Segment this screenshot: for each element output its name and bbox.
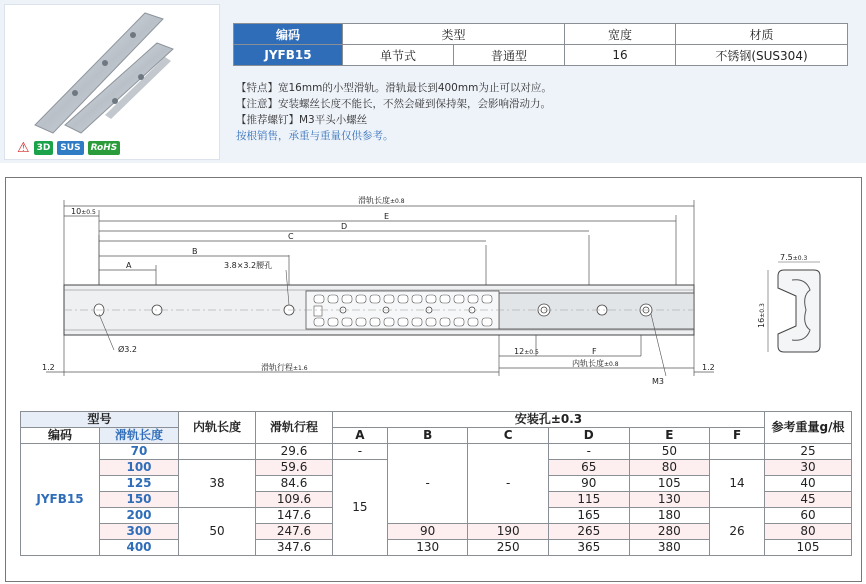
th-E: E	[629, 428, 710, 444]
th-stroke: 滑轨行程	[256, 412, 333, 444]
product-header	[0, 0, 866, 163]
spec-material: 不锈钢(SUS304)	[676, 45, 848, 66]
note-screw: 【推荐螺钉】M3平头小螺丝	[236, 114, 368, 126]
th-holes: 安装孔±0.3	[333, 412, 765, 428]
cell-C: 250	[468, 540, 549, 556]
label-stroke: 滑轨行程±1.6	[261, 363, 308, 372]
rail-side-view	[768, 262, 820, 352]
cell-E: 80	[629, 460, 710, 476]
label-12: 12±0.5	[514, 347, 539, 356]
cell-E: 380	[629, 540, 710, 556]
spec-table	[233, 23, 848, 66]
badge-rohs: RoHS	[88, 141, 121, 155]
cell-stroke: 247.6	[256, 524, 333, 540]
rail-drawing	[6, 178, 861, 408]
cell-F-short: 14	[710, 460, 765, 508]
label-C: C	[288, 232, 294, 241]
badge-sus: SUS	[57, 141, 83, 155]
cell-F-empty	[710, 444, 765, 460]
cell-E: 50	[629, 444, 710, 460]
spec-header-material: 材质	[676, 24, 848, 45]
cell-weight: 45	[765, 492, 852, 508]
label-side-width: 7.5±0.3	[780, 253, 808, 262]
cell-length: 70	[100, 444, 179, 460]
cell-length: 400	[100, 540, 179, 556]
th-model: 型号	[21, 412, 179, 428]
cell-D: 365	[548, 540, 629, 556]
cell-A-15: 15	[333, 460, 388, 556]
label-E: E	[384, 212, 390, 221]
dimension-table	[20, 411, 852, 556]
th-B: B	[387, 428, 468, 444]
cell-length: 100	[100, 460, 179, 476]
label-m3: M3	[652, 377, 664, 386]
th-A: A	[333, 428, 388, 444]
table-row	[21, 444, 852, 460]
cell-inner-short: 38	[179, 460, 256, 508]
cell-length: 300	[100, 524, 179, 540]
note-caution: 【注意】安装螺丝长度不能长，不然会碰到保持架，会影响滑动力。	[236, 98, 551, 110]
spec-type-1: 单节式	[343, 45, 454, 66]
cell-E: 130	[629, 492, 710, 508]
label-rail-length: 滑轨长度±0.8	[358, 196, 405, 205]
label-1-2-left: 1.2	[42, 363, 55, 372]
warning-icon: ⚠	[17, 140, 30, 156]
slide-rail-photo	[5, 5, 219, 159]
th-C: C	[468, 428, 549, 444]
technical-drawing-panel	[5, 177, 862, 582]
spec-header-width: 宽度	[565, 24, 676, 45]
cell-A: -	[333, 444, 388, 460]
cell-E: 280	[629, 524, 710, 540]
spec-code: JYFB15	[234, 45, 343, 66]
th-F: F	[710, 428, 765, 444]
cell-weight: 80	[765, 524, 852, 540]
cell-C: 190	[468, 524, 549, 540]
th-inner-length: 内轨长度	[179, 412, 256, 444]
label-B: B	[192, 247, 198, 256]
cell-D: 265	[548, 524, 629, 540]
cell-length: 200	[100, 508, 179, 524]
label-side-height: 16±0.3	[757, 303, 766, 328]
th-weight: 参考重量g/根	[765, 412, 852, 444]
label-F: F	[592, 347, 597, 356]
note-sales: 按根销售，承重与重量仅供参考。	[236, 130, 394, 142]
cell-stroke: 29.6	[256, 444, 333, 460]
badge-3d: 3D	[34, 141, 54, 155]
label-10: 10±0.5	[71, 207, 96, 216]
cell-length: 125	[100, 476, 179, 492]
cell-F-long: 26	[710, 508, 765, 556]
cell-stroke: 84.6	[256, 476, 333, 492]
th-length: 滑轨长度	[100, 428, 179, 444]
cell-E: 180	[629, 508, 710, 524]
cell-D: 165	[548, 508, 629, 524]
cell-C-dash: -	[468, 444, 549, 524]
cell-code: JYFB15	[21, 444, 100, 556]
cell-weight: 25	[765, 444, 852, 460]
cell-D: 90	[548, 476, 629, 492]
cell-weight: 30	[765, 460, 852, 476]
cell-length: 150	[100, 492, 179, 508]
note-feature: 【特点】宽16mm的小型滑轨。滑轨最长到400mm为止可以对应。	[236, 82, 552, 94]
rail-body	[64, 285, 694, 335]
product-notes	[236, 80, 552, 144]
cell-B-dash: -	[387, 444, 468, 524]
th-D: D	[548, 428, 629, 444]
cell-stroke: 59.6	[256, 460, 333, 476]
label-slot: 3.8×3.2腰孔	[224, 261, 273, 270]
cell-stroke: 347.6	[256, 540, 333, 556]
cell-inner-empty	[179, 444, 256, 460]
label-inner-length: 内轨长度±0.8	[572, 359, 619, 368]
label-1-2-right: 1.2	[702, 363, 715, 372]
spec-header-code: 编码	[234, 24, 343, 45]
certification-badges	[17, 141, 120, 155]
cell-B: 90	[387, 524, 468, 540]
cell-weight: 105	[765, 540, 852, 556]
cell-inner-long: 50	[179, 508, 256, 556]
cell-E: 105	[629, 476, 710, 492]
spec-header-type: 类型	[343, 24, 565, 45]
label-D: D	[341, 222, 348, 231]
cell-weight: 60	[765, 508, 852, 524]
spec-width: 16	[565, 45, 676, 66]
product-photo	[4, 4, 220, 160]
cell-D: 65	[548, 460, 629, 476]
cell-D: 115	[548, 492, 629, 508]
label-hole-dia: Ø3.2	[118, 345, 138, 354]
cell-stroke: 147.6	[256, 508, 333, 524]
label-A: A	[126, 261, 132, 270]
cell-stroke: 109.6	[256, 492, 333, 508]
cell-D: -	[548, 444, 629, 460]
th-code: 编码	[21, 428, 100, 444]
spec-type-2: 普通型	[454, 45, 565, 66]
cell-B: 130	[387, 540, 468, 556]
cell-weight: 40	[765, 476, 852, 492]
